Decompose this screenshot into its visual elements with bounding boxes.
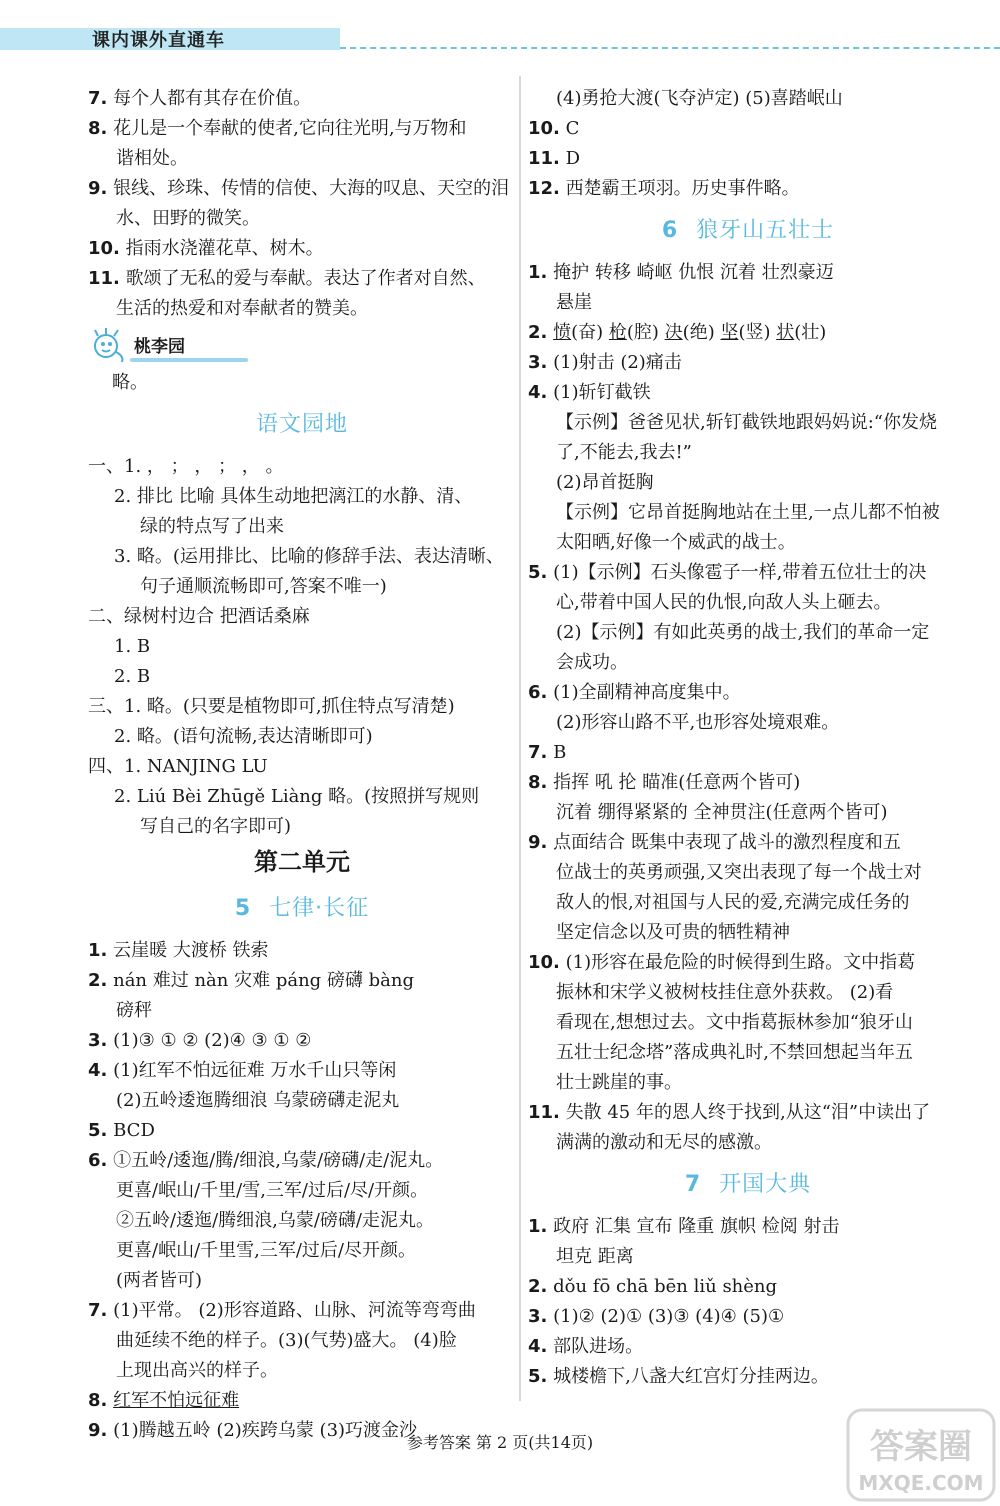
right-column — [528, 84, 968, 1392]
answer-line: 2. Liú Bèi Zhūgě Liàng 略。(按照拼写规则 — [114, 786, 480, 807]
answer-line: 谐相处。 — [116, 148, 188, 169]
cartoon-mascot-icon — [88, 326, 128, 366]
answer-line: 1. B — [114, 636, 151, 657]
answer-line: 2. B — [114, 666, 151, 687]
answer-line: 8. 红军不怕远征难 — [88, 1390, 240, 1411]
answer-line: 坦克 距离 — [556, 1246, 634, 1267]
section-title-yuwenyuandi: 语文园地 — [255, 412, 348, 437]
answer-line: 12. 西楚霸王项羽。历史事件略。 — [528, 178, 800, 199]
answer-line: 壮士跳崖的事。 — [556, 1072, 682, 1093]
answer-line: 8. 花儿是一个奉献的使者,它向往光明,与万物和 — [88, 118, 467, 139]
answer-line: 2. nán 难过 nàn 灾难 páng 磅礴 bàng — [88, 970, 415, 991]
answer-line: 生活的热爱和对奉献者的赞美。 — [116, 298, 368, 319]
answer-line: 【示例】它昂首挺胸地站在土里,一点儿都不怕被 — [556, 502, 940, 523]
section-title-langyashan: 6 狼牙山五壮士 — [661, 218, 835, 243]
answer-line: 10. (1)形容在最危险的时候得到生路。文中指葛 — [528, 952, 916, 973]
section-title-kaiguodadian: 7 开国大典 — [684, 1172, 812, 1197]
answer-line: 太阳晒,好像一个威武的战士。 — [556, 532, 796, 553]
answer-line: 沉着 绷得紧紧的 全神贯注(任意两个皆可) — [556, 802, 888, 823]
answer-line: (2)昂首挺胸 — [556, 472, 654, 493]
answer-line: 了,不能去,我去!” — [556, 442, 692, 463]
answer-line: 四、1. NANJING LU — [88, 756, 268, 777]
answer-line: 3. 略。(运用排比、比喻的修辞手法、表达清晰、 — [114, 546, 504, 567]
answer-line: 8. 指挥 吼 抡 瞄准(任意两个皆可) — [528, 772, 801, 793]
watermark-text-url: MXQE.COM — [858, 1471, 984, 1495]
answer-line: 3. (1)③ ① ② (2)④ ③ ① ② — [88, 1030, 312, 1051]
answer-line: 更喜/岷山/千里雪,三军/过后/尽开颜。 — [116, 1240, 416, 1261]
answer-line: 位战士的英勇顽强,又突出表现了每一个战士对 — [556, 862, 922, 883]
answer-line: (2)形容山路不平,也形容处境艰难。 — [556, 712, 840, 733]
answer-line: 4. 部队进场。 — [528, 1336, 644, 1357]
answer-line: 2. 排比 比喻 具体生动地把漓江的水静、清、 — [114, 486, 473, 507]
answer-line: 敌人的恨,对祖国与人民的爱,充满完成任务的 — [556, 892, 910, 913]
answer-line: 水、田野的微笑。 — [116, 208, 260, 229]
answer-line: 1. 云崖暖 大渡桥 铁索 — [88, 940, 269, 961]
answer-line: 1. 掩护 转移 崎岖 仇恨 沉着 壮烈豪迈 — [528, 262, 834, 283]
answer-line: 更喜/岷山/千里/雪,三军/过后/尽/开颜。 — [116, 1180, 429, 1201]
header-dashed-rule — [340, 47, 1000, 49]
answer-line: 曲延续不绝的样子。(3)(气势)盛大。 (4)脸 — [116, 1330, 457, 1351]
answer-line: 3. (1)射击 (2)痛击 — [528, 352, 682, 373]
answer-line: 5. (1)【示例】石头像雹子一样,带着五位壮士的决 — [528, 562, 927, 583]
answer-line: 坚定信念以及可贵的牺牲精神 — [556, 922, 790, 943]
answer-line: ②五岭/逶迤/腾细浪,乌蒙/磅礴/走泥丸。 — [116, 1210, 434, 1231]
answer-line: 会成功。 — [556, 652, 628, 673]
answer-line: 11. D — [528, 148, 581, 169]
answer-line: 一、1. ， ； ， ； ， 。 — [88, 456, 284, 477]
answer-line: 11. 歌颂了无私的爱与奉献。表达了作者对自然、 — [88, 268, 486, 289]
answer-line: 【示例】爸爸见状,斩钉截铁地跟妈妈说:“你发烧 — [556, 412, 937, 433]
answer-line: (4)勇抢大渡(飞夺泸定) (5)喜踏岷山 — [556, 88, 843, 109]
answer-line: 振林和宋学义被树枝挂住意外获救。 (2)看 — [556, 982, 894, 1003]
header-title: 课内课外直通车 — [92, 30, 225, 51]
answer-line: 4. (1)红军不怕远征难 万水千山只等闲 — [88, 1060, 397, 1081]
answer-line: 7. (1)平常。 (2)形容道路、山脉、河流等弯弯曲 — [88, 1300, 476, 1321]
answer-line: 2. 愤(奋) 枪(腔) 决(绝) 坚(竖) 状(壮) — [528, 322, 827, 343]
answer-line: 上现出高兴的样子。 — [116, 1360, 278, 1381]
section-title-qilv-changzheng: 5 七律·长征 — [234, 896, 370, 921]
answer-line: 7. B — [528, 742, 567, 763]
answer-line: 满满的激动和无尽的感激。 — [556, 1132, 772, 1153]
answer-line: 心,带着中国人民的仇恨,向敌人头上砸去。 — [556, 592, 892, 613]
answer-line: 三、1. 略。(只要是植物即可,抓住特点写清楚) — [88, 696, 455, 717]
answer-line: (2)五岭逶迤腾细浪 乌蒙磅礴走泥丸 — [116, 1090, 400, 1111]
answer-line: 6. (1)全副精神高度集中。 — [528, 682, 741, 703]
answer-line: 4. (1)斩钉截铁 — [528, 382, 651, 403]
answer-line: (两者皆可) — [116, 1270, 203, 1291]
answer-line: 5. BCD — [88, 1120, 155, 1141]
answer-line: 2. 略。(语句流畅,表达清晰即可) — [114, 726, 373, 747]
answer-line: 9. 点面结合 既集中表现了战斗的激烈程度和五 — [528, 832, 901, 853]
answer-line: 悬崖 — [556, 292, 592, 313]
answer-line: 3. (1)② (2)① (3)③ (4)④ (5)① — [528, 1306, 785, 1327]
answer-line: 五壮士纪念塔”落成典礼时,不禁回想起当年五 — [556, 1042, 913, 1063]
page-footer: 参考答案 第 2 页(共14页) — [406, 1433, 594, 1452]
answer-line: 看现在,想想过去。文中指葛振林参加“狼牙山 — [556, 1012, 913, 1033]
answer-line: 略。 — [112, 372, 148, 393]
unit-title: 第二单元 — [254, 848, 350, 876]
answer-line: 2. dǒu fō chā bēn liǔ shèng — [528, 1276, 778, 1297]
answer-line: 1. 政府 汇集 宣布 隆重 旗帜 检阅 射击 — [528, 1216, 840, 1237]
column-divider — [519, 76, 521, 1401]
watermark-text-cn: 答案圈 — [870, 1427, 972, 1467]
answer-line: 7. 每个人都有其存在价值。 — [88, 88, 312, 109]
taoliyuan-heading — [88, 324, 516, 368]
answer-line: 磅秤 — [116, 1000, 152, 1021]
answer-line: 11. 失散 45 年的恩人终于找到,从这“泪”中读出了 — [528, 1102, 931, 1123]
answer-line: 5. 城楼檐下,八盏大红宫灯分挂两边。 — [528, 1366, 829, 1387]
answer-line: 绿的特点写了出来 — [140, 516, 284, 537]
answer-line: 9. (1)腾越五岭 (2)疾跨乌蒙 (3)巧渡金沙 — [88, 1420, 418, 1441]
answer-line: 6. ①五岭/逶迤/腾/细浪,乌蒙/磅礴/走/泥丸。 — [88, 1150, 444, 1171]
answer-line: 写自己的名字即可) — [140, 816, 292, 837]
watermark-logo — [846, 1408, 996, 1502]
answer-line: 句子通顺流畅即可,答案不唯一) — [140, 576, 387, 597]
answer-line: 9. 银线、珍珠、传情的信使、大海的叹息、天空的泪 — [88, 178, 510, 199]
taoliyuan-label: 桃李园 — [134, 337, 185, 357]
answer-line: 10. C — [528, 118, 580, 139]
left-column — [88, 84, 516, 1446]
answer-line: 10. 指雨水浇灌花草、树木。 — [88, 238, 324, 259]
answer-line: (2)【示例】有如此英勇的战士,我们的革命一定 — [556, 622, 930, 643]
taoliyuan-underline — [130, 358, 248, 362]
answer-line: 二、绿树村边合 把酒话桑麻 — [88, 606, 310, 627]
